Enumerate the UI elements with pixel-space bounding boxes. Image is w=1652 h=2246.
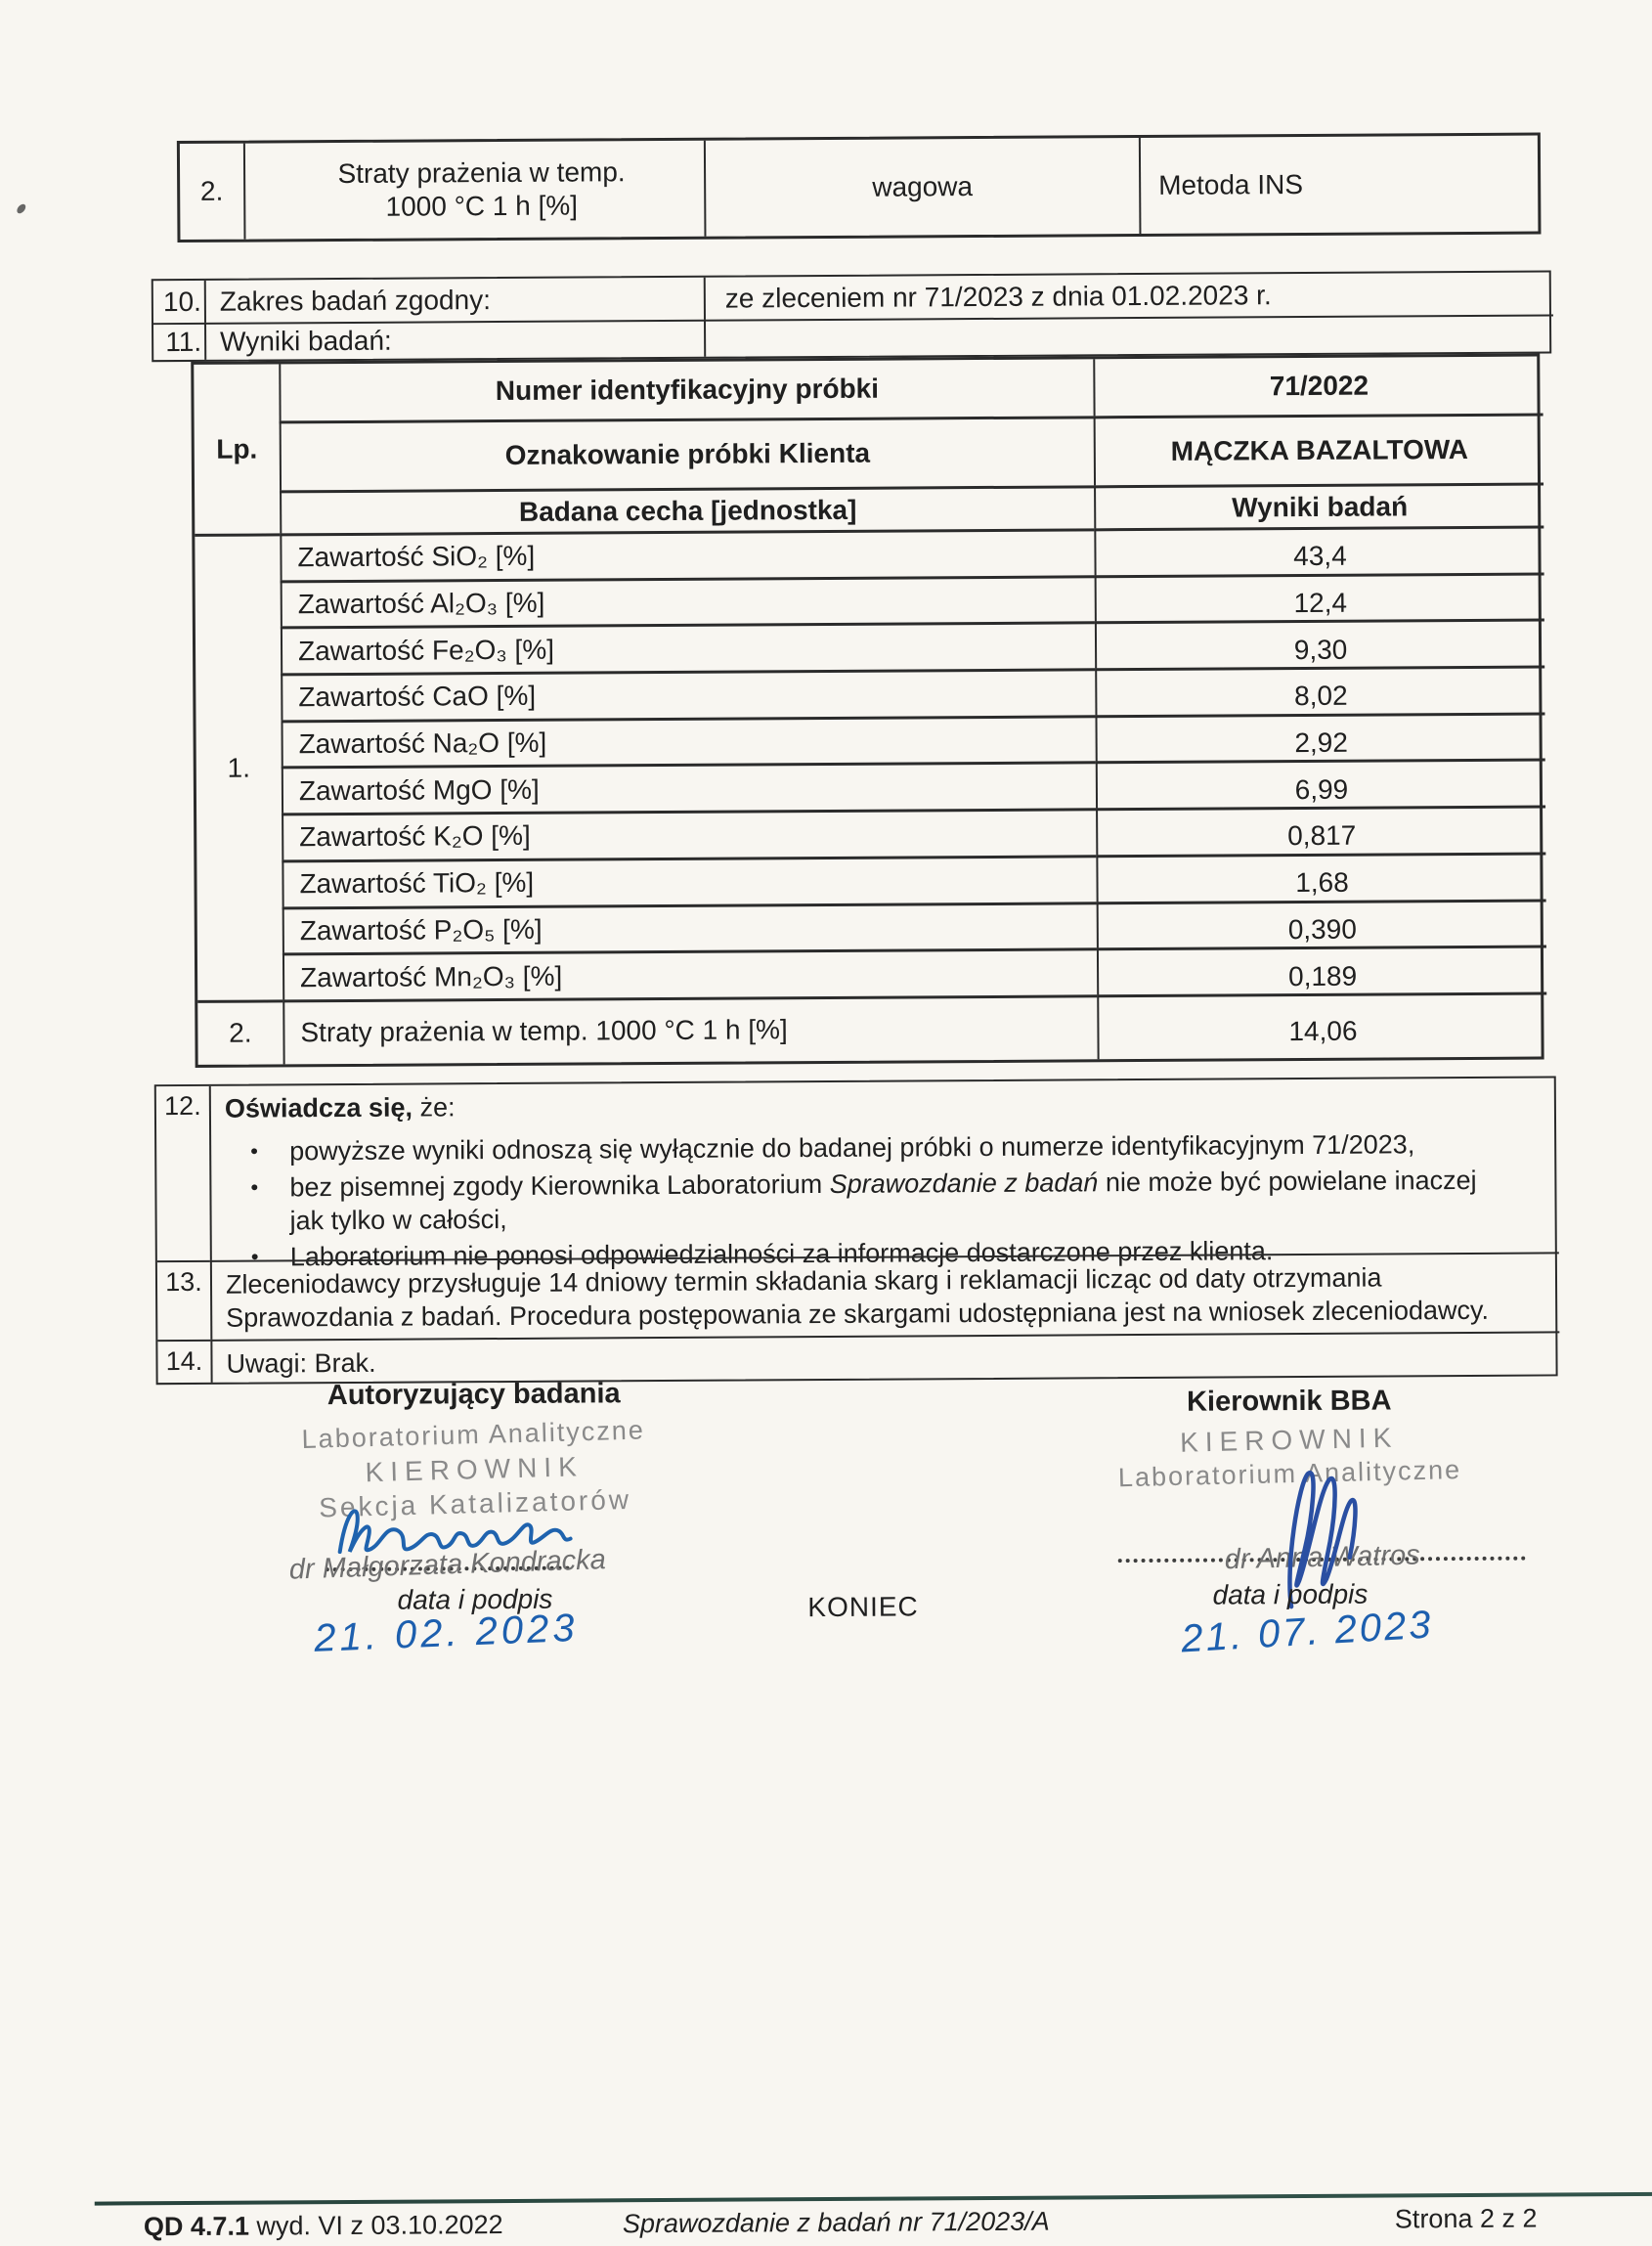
row10-number: 10.: [162, 286, 201, 317]
bullet2-text: [289, 1164, 1513, 1238]
method-feature-line2: 1000 °C 1 h [%]: [385, 190, 579, 222]
result-value: 12,4: [1095, 572, 1544, 621]
results-group1-number: 1.: [195, 533, 283, 999]
results-header-sample-id-value: 71/2022: [1093, 357, 1543, 417]
bullet2-italic: Sprawozdanie z badań: [829, 1167, 1099, 1199]
results-header-client-label: Oznakowanie próbki Klienta: [280, 416, 1094, 490]
result-feature: Zawartość SiO₂ [%]: [280, 528, 1094, 580]
result-value: 0,817: [1096, 806, 1545, 855]
scope-table: [152, 270, 1551, 362]
manager-stamp-line1: KIEROWNIK: [1179, 1422, 1399, 1458]
statement12-number: 12.: [164, 1090, 201, 1122]
scan-ink-speck: [16, 202, 27, 215]
footer-report-title: Sprawozdanie z badań nr 71/2023/A: [622, 2206, 1050, 2239]
statement12-heading-rest: że:: [412, 1092, 456, 1123]
manager-title: Kierownik BBA: [1186, 1385, 1392, 1418]
end-of-report-label: KONIEC: [807, 1591, 919, 1623]
manager-stamp-line2: Laboratorium Analityczne: [1117, 1454, 1462, 1493]
bullet1-text: powyższe wyniki odnoszą się wyłącznie do badanej próbki o numerze identyfikacyjnym 71/2023,: [289, 1129, 1415, 1167]
authorizer-name: dr Małgorzata Kondracka: [288, 1544, 607, 1586]
statement12-heading: [225, 1084, 1513, 1125]
bullet-icon: •: [250, 1174, 259, 1200]
results-row2-value: 14,06: [1097, 991, 1546, 1059]
method-feature-cell: [243, 141, 705, 240]
bullet-icon: •: [250, 1138, 258, 1164]
result-value: 9,30: [1095, 619, 1544, 668]
result-value: 6,99: [1096, 759, 1545, 808]
bullet3-text: Laboratorium nie ponosi odpowiedzialności za informacje dostarczone przez klienta.: [289, 1236, 1274, 1272]
row11-label: Wyniki badań:: [204, 320, 704, 360]
result-feature: Zawartość Na₂O [%]: [281, 715, 1095, 767]
results-header-sample-id-label: Numer identyfikacyjny próbki: [279, 359, 1093, 420]
results-header-feature-value: Wyniki badań: [1094, 483, 1543, 529]
statement12-body: [209, 1078, 1559, 1272]
method-row-number: 2.: [199, 175, 224, 206]
authorizer-date-handwritten: 21. 02. 2023: [313, 1606, 580, 1660]
manager-caption: data i podpis: [1212, 1578, 1369, 1610]
footer-doc-code-bold: QD 4.7.1: [143, 2211, 250, 2242]
result-value: 0,189: [1097, 946, 1546, 994]
result-value: 0,390: [1097, 899, 1546, 947]
method-type-cell: wagowa: [704, 138, 1140, 237]
result-feature: Zawartość CaO [%]: [281, 668, 1095, 720]
row11-number: 11.: [153, 323, 204, 360]
manager-date-handwritten: 21. 07. 2023: [1180, 1603, 1435, 1661]
results-header-client-value: MĄCZKA BAZALTOWA: [1094, 414, 1543, 486]
result-feature: Zawartość Fe₂O₃ [%]: [281, 622, 1095, 674]
authorizer-stamp-line3: Sekcja Katalizatorów: [318, 1483, 632, 1523]
row10-value: ze zleceniem nr 71/2023 z dnia 01.02.2023 r.: [704, 272, 1553, 319]
result-value: 43,4: [1094, 526, 1543, 575]
footer-doc-code-rest: wyd. VI z 03.10.2022: [248, 2210, 503, 2241]
result-feature: Zawartość Al₂O₃ [%]: [281, 575, 1095, 627]
row10-label: Zakres badań zgodny:: [204, 278, 704, 323]
statement12-bullet2: [250, 1164, 1513, 1238]
result-feature: Zawartość Mn₂O₃ [%]: [283, 947, 1097, 999]
footer-page-number: Strona 2 z 2: [1394, 2203, 1538, 2234]
result-value: 1,68: [1096, 852, 1545, 901]
result-feature: Zawartość MgO [%]: [282, 762, 1096, 814]
result-feature: Zawartość TiO₂ [%]: [282, 855, 1096, 906]
method-table: [177, 133, 1542, 243]
results-lp-header: Lp.: [216, 433, 258, 464]
result-value: 2,92: [1095, 712, 1544, 761]
results-table: [191, 354, 1543, 1068]
statement12-bullet1: [250, 1127, 1513, 1168]
results-row2-feature: Straty prażenia w temp. 1000 °C 1 h [%]: [283, 994, 1097, 1064]
statement14-number: 14.: [157, 1340, 210, 1383]
statement13-body: Zleceniodawcy przysługuje 14 dniowy termin składania skarg i reklamacji licząc od daty otrzymania Sprawozdania z badań. Procedura postępowania ze skargami udostępniana jest na wniosek zleceniodawcy.: [210, 1252, 1559, 1339]
bullet2-post: nie może być powielane inaczej jak tylko w całości,: [289, 1165, 1477, 1236]
method-feature-line1: Straty prażenia w temp.: [337, 156, 626, 190]
results-row2-number: 2.: [197, 999, 283, 1065]
authorizer-stamp-line2: KIEROWNIK: [365, 1451, 585, 1488]
authorizer-stamp-line1: Laboratorium Analityczne: [301, 1415, 646, 1454]
result-feature: Zawartość K₂O [%]: [282, 808, 1096, 859]
statement14-body: Uwagi: Brak.: [210, 1331, 1559, 1382]
row11-value: [704, 314, 1553, 356]
footer-doc-code: [144, 2210, 503, 2242]
statement12-heading-bold: Oświadcza się,: [224, 1092, 413, 1123]
statement13-number: 13.: [157, 1260, 210, 1340]
bullet2-pre: bez pisemnej zgody Kierownika Laboratorium: [289, 1168, 830, 1203]
method-norm-cell: Metoda INS: [1139, 135, 1544, 234]
authorizer-title: Autoryzujący badania: [326, 1378, 621, 1412]
results-header-feature-label: Badana cecha [jednostka]: [280, 485, 1094, 533]
statements-table: [154, 1076, 1558, 1385]
bullet-icon: •: [250, 1244, 259, 1269]
result-value: 8,02: [1095, 666, 1544, 715]
authorizer-caption: data i podpis: [397, 1583, 553, 1615]
result-feature: Zawartość P₂O₅ [%]: [283, 902, 1097, 953]
manager-name: dr Anna Watros: [1224, 1539, 1421, 1576]
